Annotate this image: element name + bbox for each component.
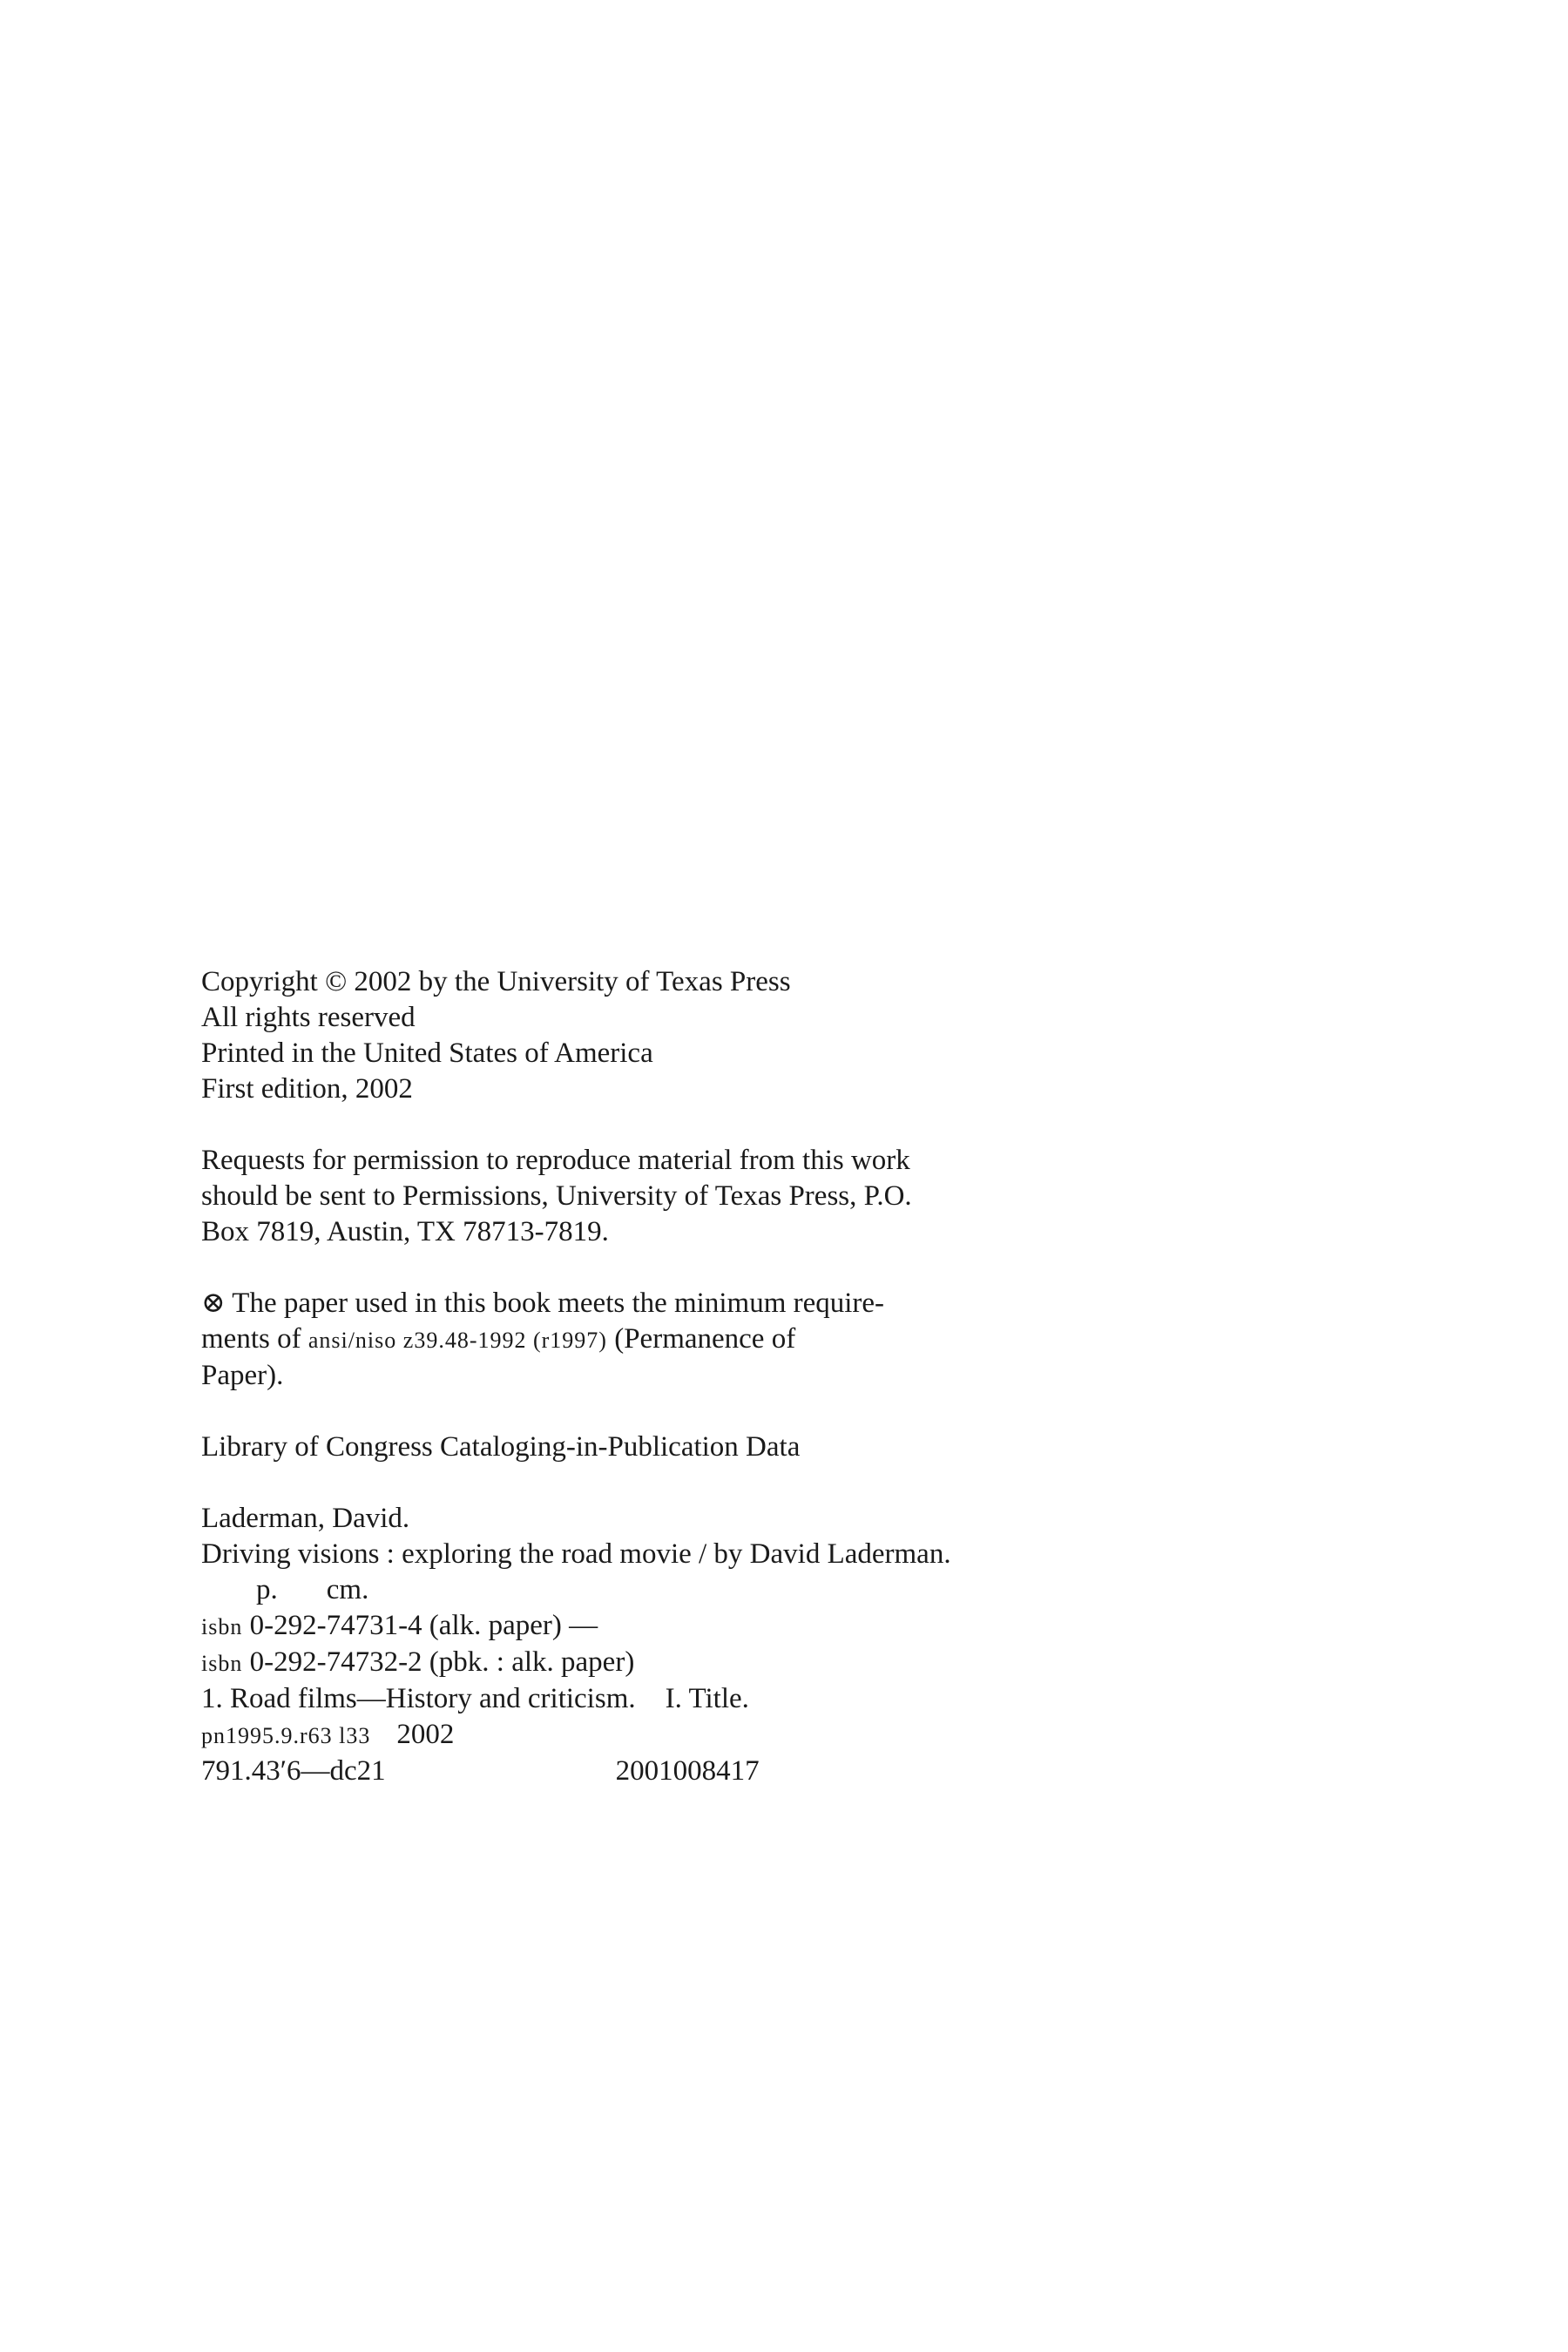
cip-isbn-1 bbox=[201, 1608, 1072, 1645]
cip-title: Driving visions : exploring the road movie / by David Laderman. bbox=[201, 1538, 951, 1570]
dewey-number: 791.43′6—dc21 bbox=[201, 1755, 386, 1787]
paper-prefix: ments of bbox=[201, 1323, 308, 1355]
cip-subjects bbox=[201, 1681, 1072, 1717]
paper-line-2 bbox=[201, 1321, 1072, 1358]
copyright-block bbox=[201, 964, 1072, 1789]
paper-line-1: ⊗ The paper used in this book meets the minimum require- bbox=[201, 1288, 885, 1319]
copyright-notice: Copyright © 2002 by the University of Texas Press bbox=[201, 966, 791, 997]
isbn-value: 0-292-74732-2 (pbk. : alk. paper) bbox=[242, 1646, 635, 1678]
spacer bbox=[201, 1394, 1072, 1429]
cip-title-entry: I. Title. bbox=[665, 1683, 749, 1714]
cip-physical bbox=[201, 1572, 1072, 1608]
cip-size: cm. bbox=[326, 1574, 369, 1605]
lc-call: pn1995.9.r63 l33 bbox=[201, 1723, 371, 1748]
permissions-line-2: should be sent to Permissions, University of Texas Press, P.O. bbox=[201, 1180, 912, 1212]
paper-line-3: Paper). bbox=[201, 1360, 284, 1391]
isbn-label: isbn bbox=[201, 1651, 243, 1676]
spacer bbox=[201, 1250, 1072, 1286]
cip-lc-call-number bbox=[201, 1717, 1072, 1754]
cip-subject: 1. Road films—History and criticism. bbox=[201, 1683, 636, 1714]
spacer bbox=[201, 1465, 1072, 1501]
permissions-line-1: Requests for permission to reproduce material from this work bbox=[201, 1145, 910, 1176]
permissions-line-3: Box 7819, Austin, TX 78713-7819. bbox=[201, 1216, 609, 1247]
cip-header: Library of Congress Cataloging-in-Publication Data bbox=[201, 1431, 801, 1463]
standard-number: z39.48-1992 bbox=[396, 1328, 533, 1353]
isbn-value: 0-292-74731-4 (alk. paper) — bbox=[242, 1610, 598, 1641]
spacer bbox=[201, 1107, 1072, 1143]
paper-suffix: (Permanence of bbox=[606, 1323, 796, 1355]
rights-reserved: All rights reserved bbox=[201, 1002, 416, 1033]
isbn-label: isbn bbox=[201, 1614, 243, 1639]
printed-in: Printed in the United States of America bbox=[201, 1037, 653, 1069]
lc-year: 2002 bbox=[396, 1719, 455, 1750]
lccn: 2001008417 bbox=[615, 1755, 760, 1787]
cip-author: Laderman, David. bbox=[201, 1503, 410, 1534]
ansi-niso-standard: ansi/niso bbox=[308, 1328, 397, 1353]
reaffirm-year: (r1997) bbox=[532, 1328, 607, 1353]
edition: First edition, 2002 bbox=[201, 1073, 413, 1105]
cip-dewey-line bbox=[201, 1754, 1072, 1789]
cip-pages: p. bbox=[256, 1574, 278, 1605]
cip-isbn-2 bbox=[201, 1645, 1072, 1681]
